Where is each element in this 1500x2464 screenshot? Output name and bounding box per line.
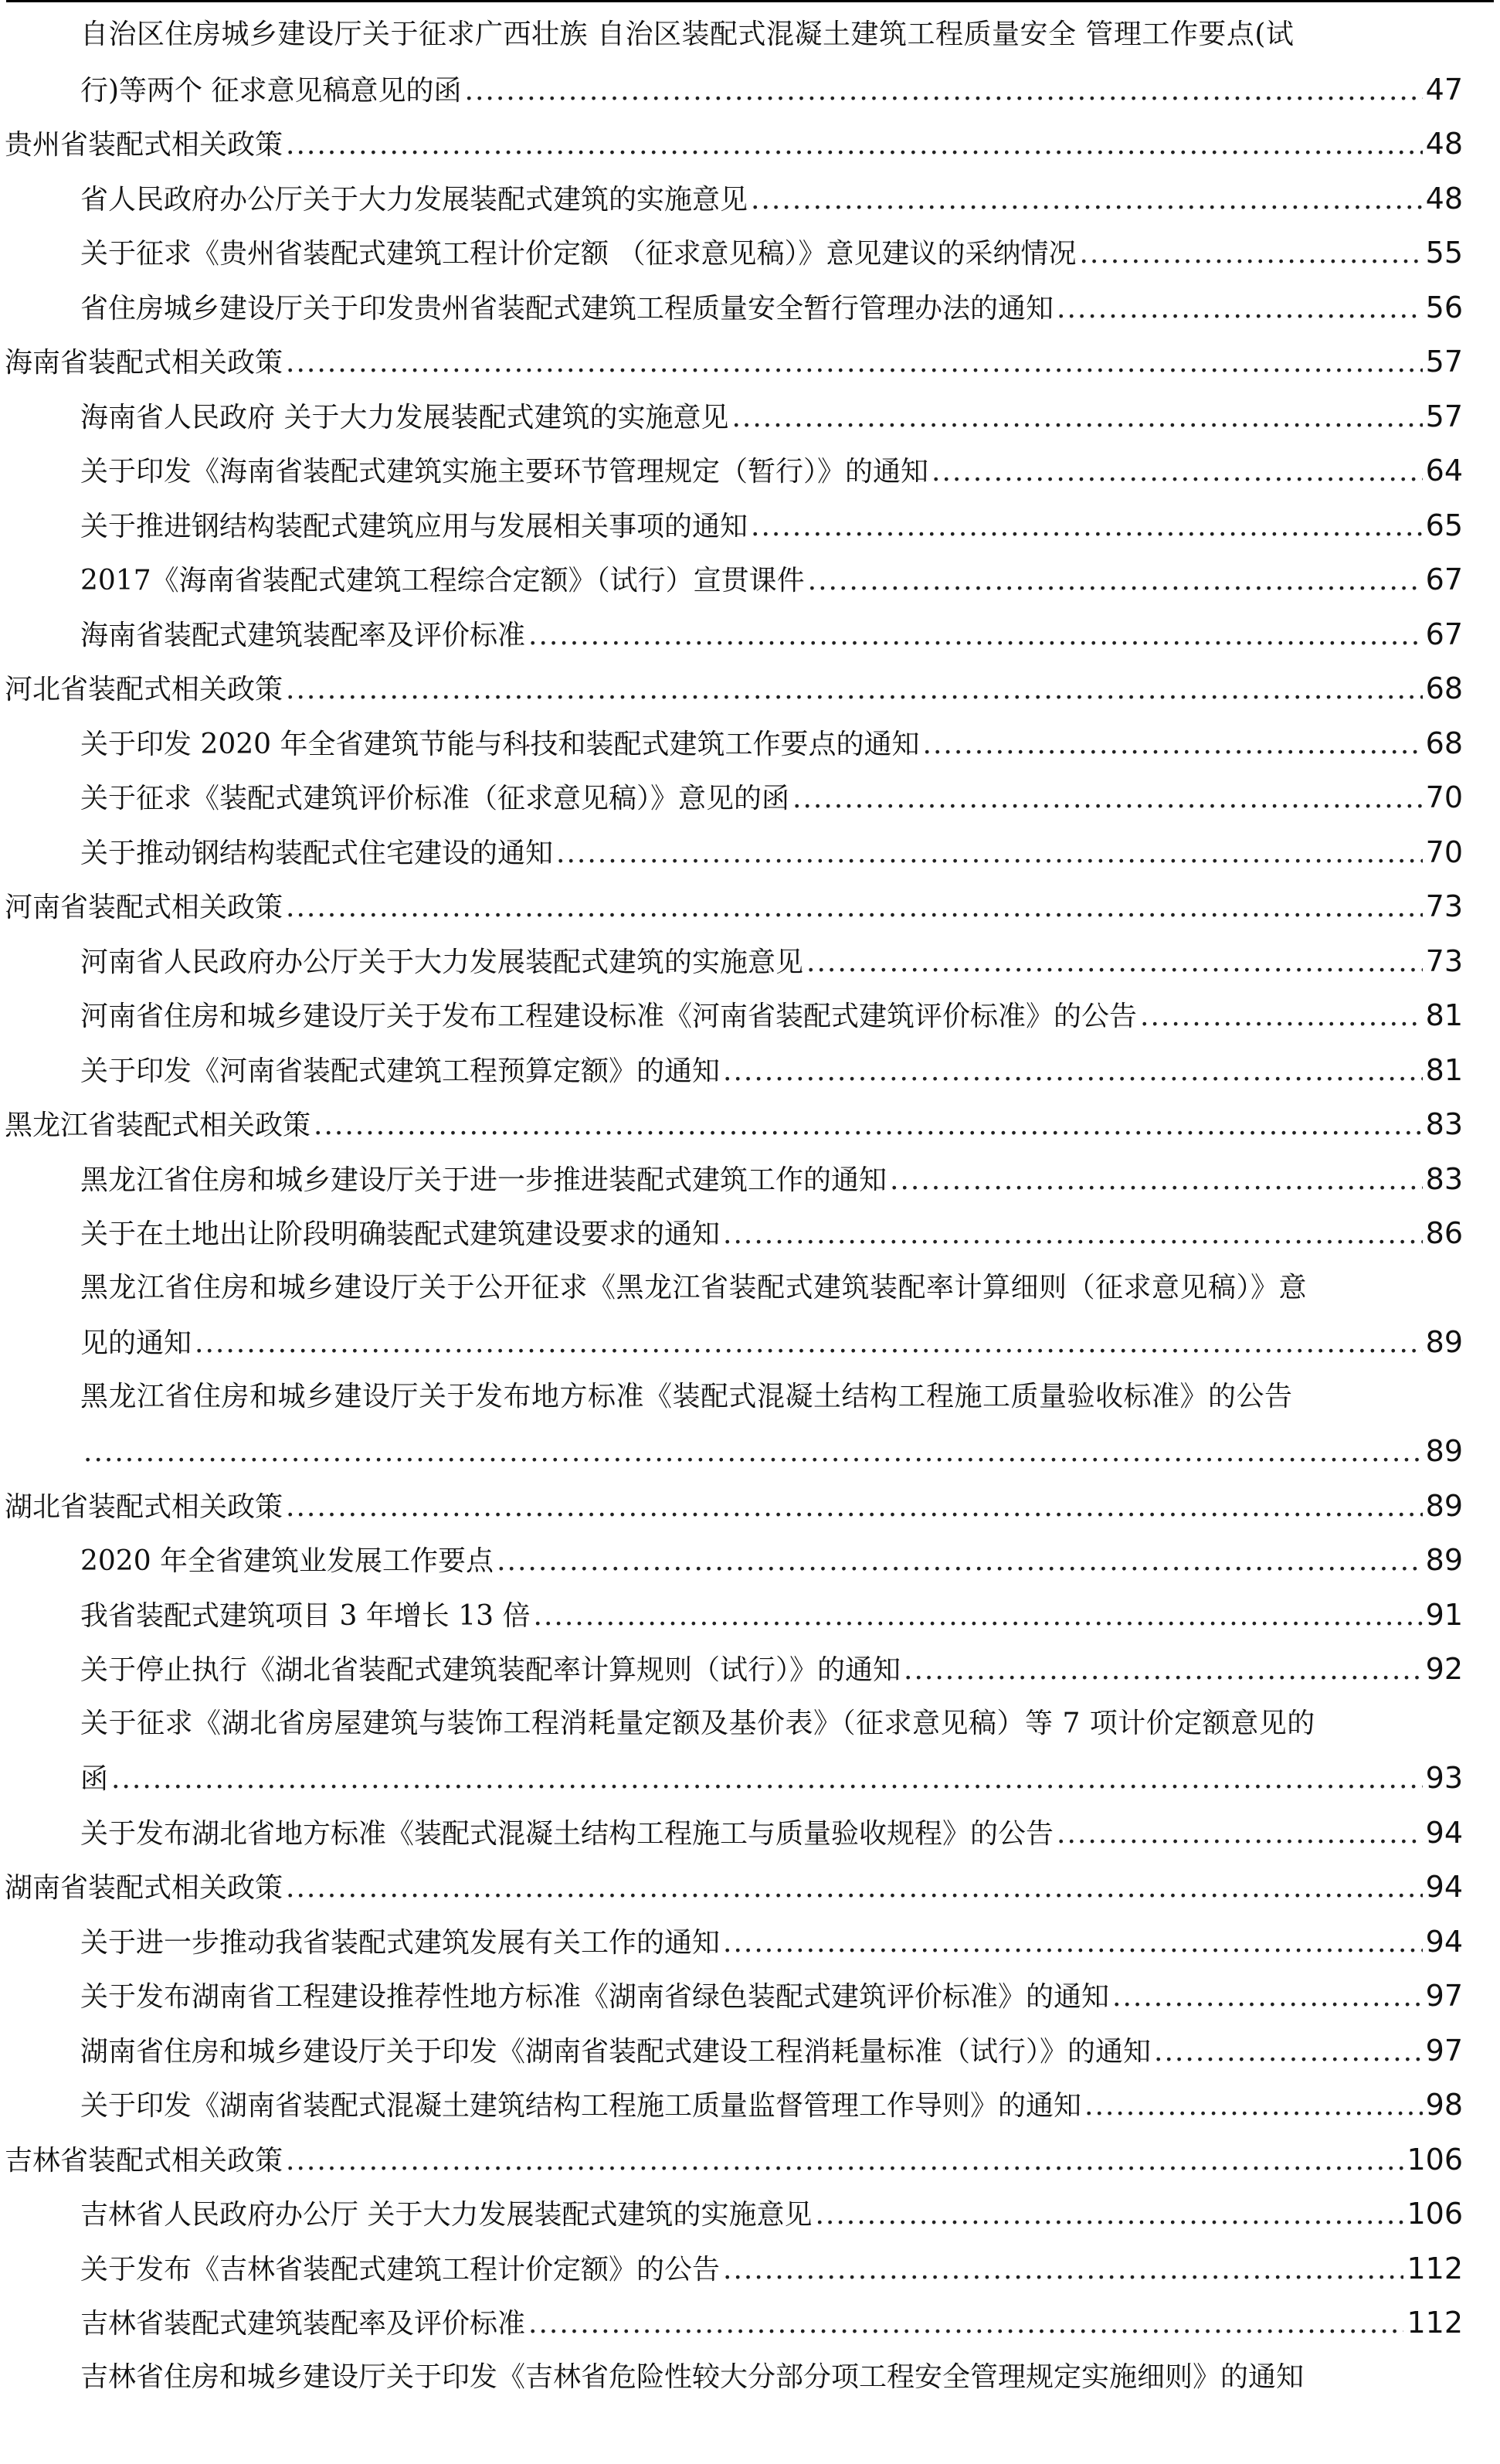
toc-entry[interactable] bbox=[80, 1806, 1463, 1860]
toc-entry[interactable] bbox=[80, 1751, 1463, 1805]
toc-entry-title: 见的通知 bbox=[80, 1327, 192, 1359]
toc-page-number: 48 bbox=[1425, 181, 1463, 216]
toc-entry[interactable] bbox=[80, 2350, 1463, 2405]
toc-section-heading[interactable] bbox=[5, 1860, 1463, 1914]
toc-entry[interactable] bbox=[80, 2024, 1463, 2078]
toc-entry[interactable] bbox=[80, 552, 1463, 607]
toc-entry[interactable] bbox=[80, 389, 1463, 444]
toc-entry-title: 海南省人民政府 关于大力发展装配式建筑的实施意见 bbox=[80, 401, 729, 433]
toc-entry[interactable] bbox=[80, 934, 1463, 988]
toc-entry-first-line[interactable]: 自治区住房城乡建设厅关于征求广西壮族 自治区装配式混凝土建筑工程质量安全 管理工作要点(试 bbox=[80, 19, 1295, 50]
dot-leader bbox=[904, 1643, 1423, 1696]
toc-entry[interactable] bbox=[80, 1642, 1463, 1696]
toc-entry[interactable] bbox=[80, 988, 1463, 1042]
toc-entry-title: 海南省装配式相关政策 bbox=[5, 347, 283, 379]
dot-leader bbox=[1084, 2079, 1423, 2132]
dot-leader bbox=[465, 64, 1423, 117]
toc-entry[interactable] bbox=[80, 444, 1463, 498]
toc-entry-title: 关于发布《吉林省装配式建筑工程计价定额》的公告 bbox=[80, 2253, 721, 2286]
toc-entry-title: 海南省装配式建筑装配率及评价标准 bbox=[80, 619, 526, 651]
dot-leader bbox=[923, 718, 1423, 770]
toc-entry-title: 黑龙江省住房和城乡建设厅关于进一步推进装配式建筑工作的通知 bbox=[80, 1164, 887, 1196]
dot-leader bbox=[83, 1426, 1423, 1478]
toc-entry-title: 关于发布湖北省地方标准《装配式混凝土结构工程施工与质量验收规程》的公告 bbox=[80, 1817, 1054, 1850]
toc-page-number: 81 bbox=[1425, 1052, 1463, 1087]
toc-page-number: 89 bbox=[1425, 1488, 1463, 1523]
toc-entry-title: 关于推动钢结构装配式住宅建设的通知 bbox=[80, 837, 554, 869]
toc-entry-title: 湖南省装配式相关政策 bbox=[5, 1872, 283, 1904]
toc-page-number: 98 bbox=[1425, 2088, 1463, 2122]
dot-leader bbox=[723, 1208, 1423, 1260]
toc-page-number: 94 bbox=[1425, 1815, 1463, 1850]
toc-section-heading[interactable] bbox=[5, 335, 1463, 389]
toc-entry-title: 河南省住房和城乡建设厅关于发布工程建设标准《河南省装配式建筑评价标准》的公告 bbox=[80, 1001, 1138, 1032]
dot-leader bbox=[1140, 990, 1423, 1042]
dot-leader bbox=[497, 1534, 1423, 1587]
dot-leader bbox=[808, 554, 1423, 607]
toc-entry[interactable] bbox=[80, 1533, 1463, 1587]
toc-entry-title: 关于征求《装配式建筑评价标准（征求意见稿）》意见的函 bbox=[80, 783, 790, 814]
toc-entry-title: 吉林省装配式相关政策 bbox=[5, 2144, 283, 2177]
toc-page-number: 86 bbox=[1425, 1216, 1463, 1250]
toc-page-number: 68 bbox=[1425, 671, 1463, 705]
toc-page-number: 94 bbox=[1425, 1924, 1463, 1959]
toc-page-number: 56 bbox=[1425, 290, 1463, 325]
dot-leader bbox=[723, 1916, 1423, 1969]
dot-leader bbox=[534, 1589, 1423, 1642]
dot-leader bbox=[1079, 227, 1422, 280]
toc-entry-title: 行)等两个 征求意见稿意见的函 bbox=[80, 74, 462, 107]
dot-leader bbox=[528, 2297, 1403, 2350]
dot-leader bbox=[111, 1752, 1423, 1805]
toc-entry[interactable] bbox=[80, 770, 1463, 824]
toc-entry-title: 吉林省住房和城乡建设厅关于印发《吉林省危险性较大分部分项工程安全管理规定实施细则》的通知 bbox=[80, 2360, 1305, 2393]
dot-leader bbox=[286, 336, 1423, 389]
toc-page-number: 112 bbox=[1407, 2306, 1463, 2340]
toc-entry[interactable] bbox=[80, 1915, 1463, 1969]
toc-page-number: 83 bbox=[1425, 1161, 1463, 1196]
toc-entry[interactable] bbox=[80, 280, 1463, 335]
toc-page-number: 55 bbox=[1425, 236, 1463, 270]
toc-page-number: 70 bbox=[1425, 780, 1463, 814]
dot-leader bbox=[751, 173, 1423, 226]
dot-leader bbox=[723, 1045, 1423, 1097]
toc-entry-title: 关于印发《海南省装配式建筑实施主要环节管理规定（暂行）》的通知 bbox=[80, 456, 929, 488]
toc-entry[interactable] bbox=[80, 2296, 1463, 2350]
toc-entry[interactable] bbox=[80, 1152, 1463, 1206]
toc-entry-title: 吉林省装配式建筑装配率及评价标准 bbox=[80, 2308, 526, 2340]
toc-entry-title: 2020 年全省建筑业发展工作要点 bbox=[80, 1545, 494, 1577]
dot-leader bbox=[890, 1154, 1423, 1206]
toc-page-number: 70 bbox=[1425, 834, 1463, 869]
toc-page-number: 64 bbox=[1425, 454, 1463, 488]
toc-entry[interactable] bbox=[80, 1043, 1463, 1097]
toc-entry-first-line[interactable]: 关于征求《湖北省房屋建筑与装饰工程消耗量定额及基价表》（征求意见稿）等 7 项计价定额意见的 bbox=[80, 1707, 1315, 1739]
toc-section-heading[interactable] bbox=[5, 117, 1463, 171]
toc-entry-title: 关于在土地出让阶段明确装配式建筑建设要求的通知 bbox=[80, 1218, 721, 1250]
dot-leader bbox=[286, 881, 1423, 933]
toc-entry[interactable] bbox=[80, 1588, 1463, 1642]
toc-entry[interactable] bbox=[80, 607, 1463, 661]
toc-entry-title: 河南省装配式相关政策 bbox=[5, 892, 283, 923]
toc-entry[interactable] bbox=[80, 2187, 1463, 2241]
dot-leader bbox=[1154, 2025, 1423, 2078]
toc-entry[interactable] bbox=[80, 716, 1463, 770]
toc-entry-first-line[interactable]: 黑龙江省住房和城乡建设厅关于公开征求《黑龙江省装配式建筑装配率计算细则（征求意见稿）》意 bbox=[80, 1271, 1308, 1303]
toc-entry[interactable] bbox=[80, 1424, 1463, 1478]
toc-page-number: 65 bbox=[1425, 508, 1463, 542]
toc-section-heading[interactable] bbox=[5, 879, 1463, 933]
toc-page-number: 89 bbox=[1425, 1543, 1463, 1577]
dot-leader bbox=[1057, 1807, 1423, 1860]
toc-entry[interactable] bbox=[80, 1969, 1463, 2023]
toc-entry-title: 关于印发《湖南省装配式混凝土建筑结构工程施工质量监督管理工作导则》的通知 bbox=[80, 2090, 1082, 2122]
toc-entry-title: 省人民政府办公厅关于大力发展装配式建筑的实施意见 bbox=[80, 183, 748, 216]
toc-page-number: 73 bbox=[1425, 943, 1463, 978]
toc-page-number: 81 bbox=[1425, 998, 1463, 1032]
dot-leader bbox=[528, 609, 1423, 661]
toc-section-heading[interactable] bbox=[5, 1097, 1463, 1151]
toc-page-number: 89 bbox=[1425, 1434, 1463, 1468]
toc-entry-title: 吉林省人民政府办公厅 关于大力发展装配式建筑的实施意见 bbox=[80, 2199, 813, 2231]
dot-leader bbox=[195, 1317, 1423, 1369]
toc-entry-first-line[interactable]: 黑龙江省住房和城乡建设厅关于发布地方标准《装配式混凝土结构工程施工质量验收标准》的公告 bbox=[80, 1380, 1293, 1412]
toc-entry-title: 关于推进钢结构装配式建筑应用与发展相关事项的通知 bbox=[80, 510, 748, 542]
dot-leader bbox=[815, 2188, 1403, 2241]
dot-leader bbox=[286, 1480, 1423, 1533]
toc-entry[interactable] bbox=[80, 1315, 1463, 1369]
toc-entry[interactable] bbox=[80, 1206, 1463, 1260]
toc-section-heading[interactable] bbox=[5, 661, 1463, 715]
toc-page-number: 97 bbox=[1425, 2033, 1463, 2068]
dot-leader bbox=[286, 118, 1423, 171]
toc-page-number: 97 bbox=[1425, 1979, 1463, 2013]
toc-page-number: 89 bbox=[1425, 1325, 1463, 1359]
toc-entry-title: 湖南省住房和城乡建设厅关于印发《湖南省装配式建设工程消耗量标准（试行）》的通知 bbox=[80, 2035, 1152, 2068]
dot-leader bbox=[556, 827, 1423, 879]
dot-leader bbox=[1112, 1970, 1423, 2023]
toc-entry-title: 关于进一步推动我省装配式建筑发展有关工作的通知 bbox=[80, 1926, 721, 1959]
toc-entry[interactable] bbox=[80, 172, 1463, 226]
toc-entry[interactable] bbox=[80, 63, 1463, 117]
toc-page-number: 67 bbox=[1425, 617, 1463, 651]
toc-entry-title: 黑龙江省装配式相关政策 bbox=[5, 1110, 311, 1141]
toc-entry[interactable] bbox=[80, 226, 1463, 280]
toc-page-number: 91 bbox=[1425, 1597, 1463, 1632]
toc-section-heading[interactable] bbox=[5, 1479, 1463, 1533]
dot-leader bbox=[932, 445, 1423, 498]
toc-entry-title: 关于印发 2020 年全省建筑节能与科技和装配式建筑工作要点的通知 bbox=[80, 728, 920, 760]
dot-leader bbox=[286, 663, 1423, 715]
dot-leader bbox=[286, 2134, 1403, 2187]
toc-entry-title: 关于征求《贵州省装配式建筑工程计价定额 （征求意见稿）》意见建议的采纳情况 bbox=[80, 238, 1077, 270]
toc-entry-title: 我省装配式建筑项目 3 年增长 13 倍 bbox=[80, 1599, 531, 1632]
dot-leader bbox=[792, 772, 1423, 824]
toc-page-number: 94 bbox=[1425, 1870, 1463, 1904]
dot-leader bbox=[286, 1861, 1423, 1914]
dot-leader bbox=[1057, 282, 1423, 335]
dot-leader bbox=[806, 936, 1423, 988]
dot-leader bbox=[723, 2243, 1403, 2296]
dot-leader bbox=[731, 391, 1422, 444]
toc-page-number: 48 bbox=[1425, 127, 1463, 161]
toc-page-number: 92 bbox=[1425, 1652, 1463, 1686]
toc-page-number: 57 bbox=[1425, 399, 1463, 433]
toc-entry-title: 关于印发《河南省装配式建筑工程预算定额》的通知 bbox=[80, 1055, 721, 1087]
toc-entry-title: 河北省装配式相关政策 bbox=[5, 674, 283, 705]
toc-page-number: 68 bbox=[1425, 726, 1463, 760]
toc-entry-title: 关于发布湖南省工程建设推荐性地方标准《湖南省绿色装配式建筑评价标准》的通知 bbox=[80, 1981, 1110, 2013]
toc-page-number: 106 bbox=[1407, 2197, 1463, 2231]
toc-entry-title: 关于停止执行《湖北省装配式建筑装配率计算规则（试行）》的通知 bbox=[80, 1654, 901, 1686]
toc-entry-title: 贵州省装配式相关政策 bbox=[5, 129, 283, 161]
toc-entry-title: 2017《海南省装配式建筑工程综合定额》（试行）宣贯课件 bbox=[80, 565, 805, 596]
dot-leader bbox=[314, 1099, 1423, 1151]
top-border bbox=[6, 0, 1494, 2]
toc-entry-title: 函 bbox=[80, 1763, 109, 1795]
toc-page-number: 106 bbox=[1407, 2142, 1463, 2177]
toc-entry-title: 省住房城乡建设厅关于印发贵州省装配式建筑工程质量安全暂行管理办法的通知 bbox=[80, 292, 1054, 325]
dot-leader bbox=[751, 500, 1423, 552]
toc-entry[interactable] bbox=[80, 825, 1463, 879]
toc-page-number: 112 bbox=[1407, 2251, 1463, 2286]
toc-page-number: 73 bbox=[1425, 889, 1463, 923]
toc-page-number: 57 bbox=[1425, 345, 1463, 379]
toc-page-number: 47 bbox=[1425, 72, 1463, 107]
toc-entry-title: 湖北省装配式相关政策 bbox=[5, 1490, 283, 1523]
toc-section-heading[interactable] bbox=[5, 2133, 1463, 2187]
toc-page-number: 93 bbox=[1425, 1761, 1463, 1795]
toc-entry-title: 河南省人民政府办公厅关于大力发展装配式建筑的实施意见 bbox=[80, 946, 804, 978]
toc-page-number: 67 bbox=[1425, 562, 1463, 596]
toc-page-number: 83 bbox=[1425, 1107, 1463, 1141]
toc-entry[interactable] bbox=[80, 2241, 1463, 2296]
toc-entry[interactable] bbox=[80, 498, 1463, 552]
toc-entry[interactable] bbox=[80, 2078, 1463, 2132]
